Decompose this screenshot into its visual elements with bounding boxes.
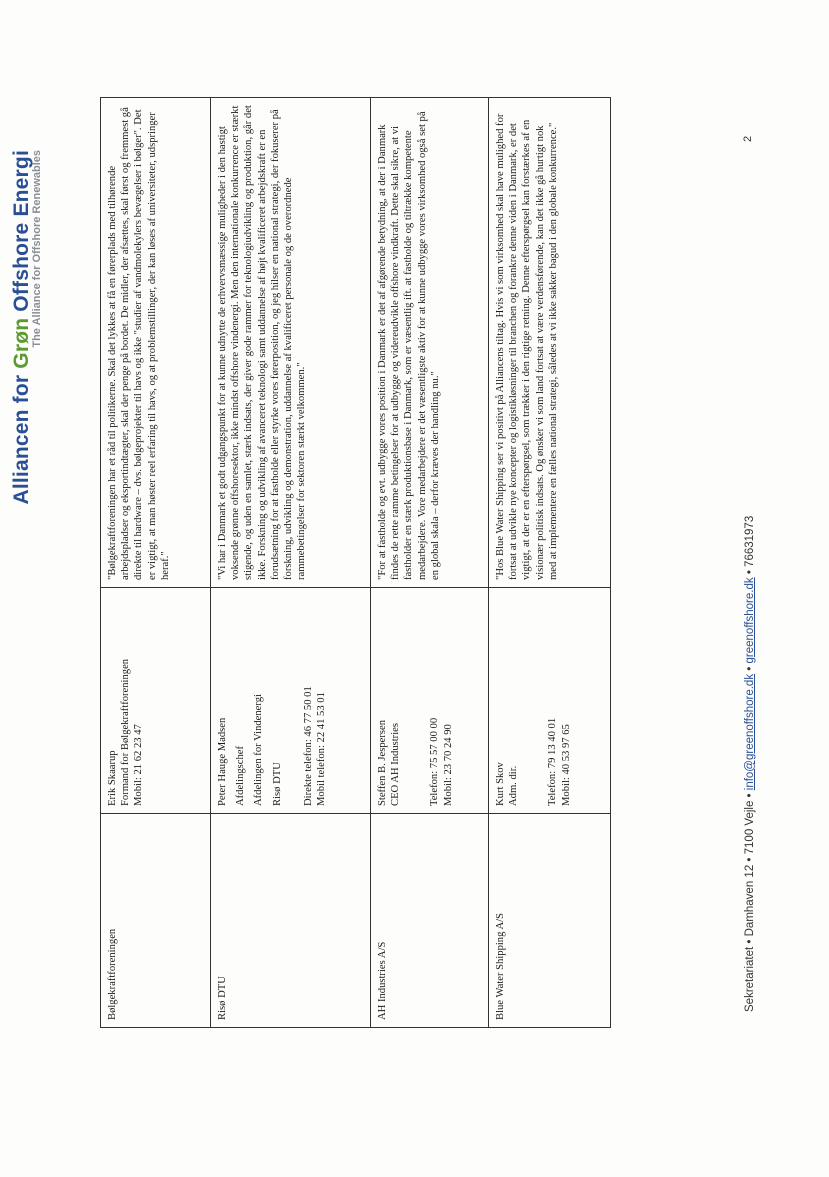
table-row — [489, 98, 611, 1028]
footer-website-link[interactable]: greenoffshore.dk — [744, 577, 756, 664]
contact-line: Mobil telefon: 22 41 53 01 — [316, 692, 328, 806]
quote-cell: "Hos Blue Water Shipping ser vi positivt på Alliancens tiltag. Hvis vi som virksomhed skal have mulighed for fortsat at udvikle nye koncepter og logistikløsninger til branchen og forankre denne viden i Danmark, er det vigtigt, at der er en efterspørgsel, som trækker i den rigtige retning. Denne efterspørgsel kan forstærkes af en visionær politisk indsats. Og ønsker vi som land fortsat at være verdensførende, kan det ikke gå hurtigt nok med at implementere en fælles national strategi, således at vi ikke sakker bagud i den globale konkurrence." — [489, 98, 611, 588]
page-number: 2 — [742, 135, 754, 142]
organization-cell: Blue Water Shipping A/S — [489, 814, 611, 1028]
contact-line — [402, 595, 415, 806]
contact-line: Mobil: 23 70 24 90 — [442, 724, 454, 806]
quote-cell: "For at fastholde og evt. udbygge vores position i Danmark er det af afgørende betydning, at der i Danmark findes de rette ramme betingelser for at udbygge og videreudvikle offshore vindkraft. Dette skal sikre, at vi fastholder en stærk produktionsbase i Danmark, som er væsentlig ift. at fastholde og tiltrække kompetente medarbejdere. Vore medarbejdere er det væsentligste aktiv for at kunne udbygge vores virksomhed også set på en global skala – derfor kræves der handling nu." — [371, 98, 489, 588]
contact-cell — [371, 588, 489, 814]
footer-email-link[interactable]: info@greenoffshore.dk — [744, 673, 756, 791]
brand-highlight: Grøn — [10, 317, 33, 369]
brand-suffix: Offshore Energi — [10, 150, 33, 318]
footer-separator: • — [744, 663, 756, 674]
footer-phone: 76631973 — [744, 515, 756, 567]
footer — [744, 516, 756, 1012]
contact-cell — [489, 588, 611, 814]
contact-line — [289, 595, 302, 806]
contact-line — [520, 595, 533, 806]
table-row — [211, 98, 371, 1028]
contact-line: CEO AH Industries — [390, 723, 402, 806]
table-row — [371, 98, 489, 1028]
organization-cell: Bølgekraftforeningen — [101, 814, 211, 1028]
contact-line — [415, 595, 428, 806]
contact-line: Afdelingschef — [235, 745, 247, 806]
contact-line: Steffen B. Jespersen — [377, 719, 388, 806]
contact-line: Direkte telefon: 46 77 50 01 — [302, 686, 314, 806]
contact-line: Kurt Skov — [495, 762, 506, 806]
contact-line: Mobil: 21 62 23 47 — [133, 724, 145, 806]
brand-tagline: The Alliance for Offshore Renewables — [31, 150, 43, 348]
contact-line: Telefon: 75 57 00 00 — [429, 717, 441, 806]
contact-cell — [211, 588, 371, 814]
contact-line — [533, 595, 546, 806]
contact-line: Adm. dir. — [508, 765, 520, 806]
brand-prefix: Alliancen for — [10, 368, 33, 505]
table-row — [101, 98, 211, 1028]
footer-separator: • — [744, 566, 756, 578]
contact-line: Mobil: 40 53 97 65 — [560, 724, 572, 806]
brand-header — [10, 150, 43, 505]
organization-cell: Risø DTU — [211, 814, 371, 1028]
contact-line: Peter Hauge Madsen — [217, 717, 228, 806]
quote-cell: "Vi har i Danmark et godt udgangspunkt for at kunne udnytte de erhvervsmæssige muligheder i den hastigt voksende grønne offshoresektor, ikke mindst offshore vindenergi. Men den internationale konkurrence er stærkt stigende, og uden en samlet, stærk indsats, der giver gode rammer for teknologiudvikling og produktion, går det ikke. Forskning og udvikling af avanceret teknologi samt uddannelse af højt kvalificeret arbejdskraft er en forudsætning for at fastholde eller styrke vores førerposition, og jeg hilser en national strategi, der fokuserer på forskning, udvikling og demonstration, uddannelse af kvalificeret personale og de overordnede rammebetingelser for sektoren stærkt velkommen." — [211, 98, 371, 588]
footer-address: Sekretariatet • Damhaven 12 • 7100 Vejle • — [744, 790, 756, 1012]
contact-line: Telefon: 79 13 40 01 — [547, 717, 559, 806]
contact-line: Afdelingen for Vindenergi — [253, 694, 265, 806]
contact-line: Erik Skaarup — [107, 750, 118, 806]
contact-line: Formand for Bølgekraftforeningen — [120, 658, 132, 806]
contact-cell — [101, 588, 211, 814]
organization-cell: AH Industries A/S — [371, 814, 489, 1028]
contact-line: Risø DTU — [271, 762, 283, 806]
statements-table — [100, 97, 611, 1028]
quote-cell: "Bølgekraftforeningen har et råd til politikerne. Skal det lykkes at få en førerplads med tilhørende arbejdspladser og eksportindtægter, skal der penge på bordet. De midler, der afsættes, skal først og fremmest gå direkte til hardware – dvs. bølgeprojekter til havs og ikke "studier af vandmolekylers bevægelser i bølger". Det er vigtigt, at man høster reel erfaring til havs, og at problemstillinger, der kan løses af universiteter, udspringer heraf." — [101, 98, 211, 588]
